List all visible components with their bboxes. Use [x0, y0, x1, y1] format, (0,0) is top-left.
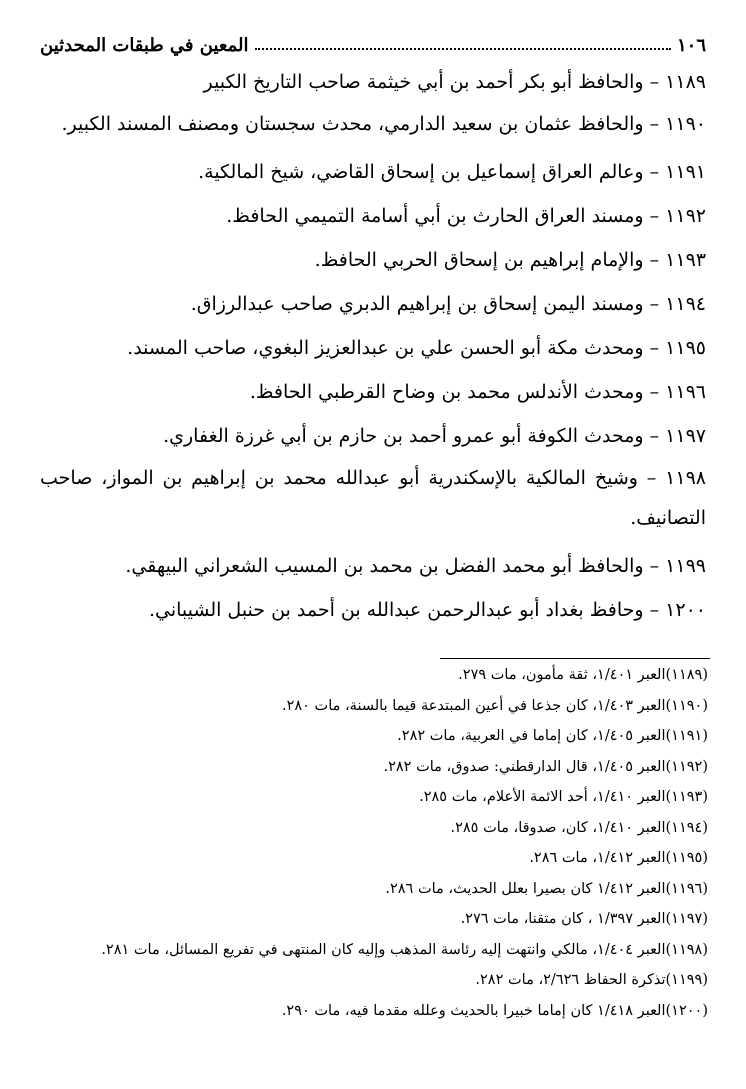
- footnote-1200: (١٢٠٠)العبر ١/٤١٨ كان إماما خبيرا بالحديث وعلله مقدما فيه، مات ٢٩٠.: [281, 1002, 708, 1019]
- running-head: [40, 30, 706, 60]
- footnote-1191: (١١٩١)العبر ١/٤٠٥، كان إماما في العربية، مات ٢٨٢.: [397, 728, 708, 744]
- footnote-1193: (١١٩٣)العبر ١/٤١٠، أحد الائمة الأعلام، مات ٢٨٥.: [419, 789, 708, 805]
- page-number: ١٠٦: [676, 34, 706, 56]
- entry-1189: ١١٨٩ – والحافظ أبو بكر أحمد بن أبي خيثمة صاحب التاريخ الكبير: [203, 71, 706, 93]
- main-text: [40, 60, 706, 632]
- book-title: المعين في طبقات المحدثين: [40, 34, 249, 56]
- entry-1198: ١١٩٨ – وشيخ المالكية بالإسكندرية أبو عبدالله محمد بن إبراهيم بن المواز، صاحب التصانيف.: [40, 467, 706, 529]
- entry-1190: ١١٩٠ – والحافظ عثمان بن سعيد الدارمي، محدث سجستان ومصنف المسند الكبير.: [61, 113, 706, 135]
- footnote-1192: (١١٩٢)العبر ١/٤٠٥، قال الدارقطني: صدوق، مات ٢٨٢.: [383, 758, 708, 775]
- footnote-1195: (١١٩٥)العبر ١/٤١٢، مات ٢٨٦.: [529, 850, 708, 866]
- entry-1197: ١١٩٧ – ومحدث الكوفة أبو عمرو أحمد بن حازم بن أبي غرزة الغفاري.: [163, 425, 706, 447]
- footnote-1189: (١١٨٩)العبر ١/٤٠١، ثقة مأمون، مات ٢٧٩.: [458, 667, 708, 683]
- entry-1193: ١١٩٣ – والإمام إبراهيم بن إسحاق الحربي الحافظ.: [314, 249, 706, 271]
- footnote-separator: [440, 658, 710, 659]
- entry-1195: ١١٩٥ – ومحدث مكة أبو الحسن علي بن عبدالعزيز البغوي، صاحب المسند.: [127, 337, 706, 359]
- footnote-1199: (١١٩٩)تذكرة الحفاظ ٢/٦٢٦، مات ٢٨٢.: [475, 972, 708, 988]
- entry-1199: ١١٩٩ – والحافظ أبو محمد الفضل بن محمد بن المسيب الشعراني البيهقي.: [125, 555, 706, 577]
- leader-dots: [255, 48, 671, 50]
- entry-1200: ١٢٠٠ – وحافظ بغداد أبو عبدالرحمن عبدالله بن أحمد بن حنبل الشيباني.: [148, 599, 706, 621]
- footnote-1194: (١١٩٤)العبر ١/٤١٠، كان، صدوقا، مات ٢٨٥.: [450, 819, 708, 836]
- entry-1192: ١١٩٢ – ومسند العراق الحارث بن أبي أسامة التميمي الحافظ.: [226, 205, 706, 227]
- entry-1196: ١١٩٦ – ومحدث الأندلس محمد بن وضاح القرطبي الحافظ.: [249, 381, 706, 403]
- footnote-1198: (١١٩٨)العبر ١/٤٠٤، مالكي وانتهت إليه رئاسة المذهب وإليه كان المنتهى في تفريع المسائل، مات ٢٨١.: [101, 941, 708, 958]
- footnote-1190: (١١٩٠)العبر ١/٤٠٣، كان جذعا في أعين المبتدعة قيما بالسنة، مات ٢٨٠.: [281, 697, 708, 714]
- footnote-1197: (١١٩٧)العبر ١/٣٩٧ ، كان متقنا، مات ٢٧٦.: [460, 911, 708, 927]
- entry-1194: ١١٩٤ – ومسند اليمن إسحاق بن إبراهيم الدبري صاحب عبدالرزاق.: [190, 293, 706, 315]
- entry-1191: ١١٩١ – وعالم العراق إسماعيل بن إسحاق القاضي، شيخ المالكية.: [198, 161, 706, 183]
- footnotes: [36, 660, 708, 1026]
- footnote-1196: (١١٩٦)العبر ١/٤١٢ كان بصيرا بعلل الحديث، مات ٢٨٦.: [385, 880, 708, 897]
